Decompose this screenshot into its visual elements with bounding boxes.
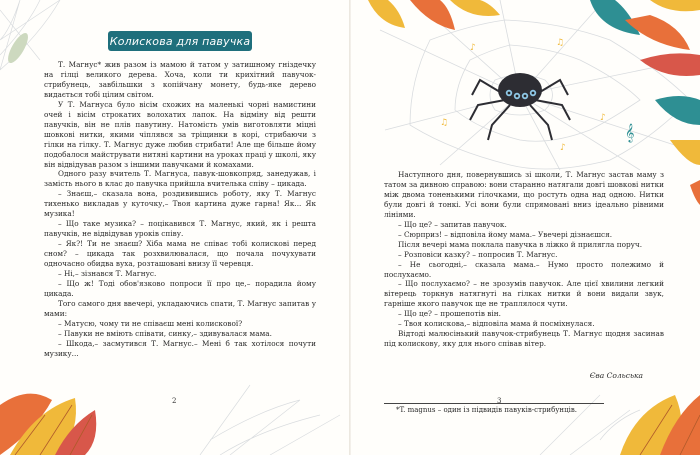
paragraph: – Що послухаємо? – не зрозумів павучок. Але цієї хвилини легкий вітерець торкнув натягнуті на гілках нитки й вони видали звук, гарніше якого павучок ще не траплялося чути. (384, 279, 664, 309)
paragraph: – Що таке музика? – поцікавився Т. Магнус, який, як і решта павучків, не відвідував уроків співу. (44, 219, 316, 239)
paragraph: – Розповіси казку? – попросив Т. Магнус. (398, 249, 558, 259)
svg-text:♫: ♫ (440, 118, 449, 128)
paragraph: Т. Магнус* жив разом із мамою й татом у затишному гніздечку на гілці великого дерева. Хоча, коли ти крихітний павучок-стрибунець, завбільшки з копійчану монету, будь-яке дерево видається тобі цілим світом. (44, 60, 316, 99)
paragraph: – Як?! Ти не знаєш? Хіба мама не співає тобі колискові перед сном? – цикада так розхвилювалася, що почала почухувати одночасно обидва вуха, розташовані внизу її черевця. (44, 239, 316, 269)
footnote: *T. magnus – один із підвидів павуків-стрибунців. (396, 406, 578, 414)
paragraph: Відтоді малюсінький павучок-стрибунець Т. Магнус щодня засинав під колискову, яку для нього співав вітер. (384, 329, 664, 349)
paragraph: У Т. Магнуса було вісім схожих на маленькі чорні намистини очей і вісім строкатих волохатих лапок. На відміну від решти павучків, він не плів павутину. Натомість умів виготовляти міцні шовкові нитки, якими чіплявся за тріщинки в корі, стрибаючи з гілки на гілку. Т. Магнус дуже любив стрибати! Але ще більше йому подобалося майструвати нитяні картини на уроках праці у школі, яку він відвідував разом з іншими павучками й комахами. (44, 99, 316, 169)
svg-text:♫: ♫ (556, 38, 565, 48)
page-number-left: 2 (172, 397, 177, 405)
paragraph: – Що це? – прошепотів він. (398, 309, 501, 319)
paragraph: – Павуки не вміють співати, синку,– здивувалася мама. (58, 328, 272, 338)
paragraph: – Знаєш,– сказала вона, роздивившись роботу, яку Т. Магнус тихенько викладав у куточку,– Твоя картина дуже гарна! Як... Як музика! (44, 189, 316, 219)
footnote-divider (384, 403, 604, 404)
paragraph: – Що ж! Тоді обов'язково попроси її про це,– порадила йому цикада. (44, 278, 316, 298)
paragraph: Того самого дня ввечері, укладаючись спати, Т. Магнус запитав у мами: (44, 298, 316, 318)
paragraph: – Твоя колискова,– відповіла мама й посміхнулася. (398, 319, 595, 329)
svg-text:♪: ♪ (600, 113, 606, 123)
paragraph: – Ні,– зізнався Т. Магнус. (58, 269, 157, 279)
paragraph: Після вечері мама поклала павучка в ліжко й прилягла поруч. (398, 239, 643, 249)
right-page (351, 0, 700, 455)
author-signature: Єва Сольська (589, 371, 643, 380)
paragraph: – Сюрприз! – відповіла йому мама.– Увечері дізнаєшся. (398, 229, 613, 239)
page-number-right: 3 (497, 397, 502, 405)
left-page (0, 0, 349, 455)
right-page-text (384, 170, 664, 349)
paragraph: Одного разу вчитель Т. Магнуса, павук-шовкопряд, занедужав, і замість нього в клас до павучка прийшла вчителька співу – цикада. (44, 169, 316, 189)
paragraph: – Не сьогодні,– сказала мама.– Нумо просто полежимо й послухаємо. (384, 259, 664, 279)
svg-text:♪: ♪ (470, 43, 476, 53)
paragraph: – Що це? – запитав павучок. (398, 219, 507, 229)
svg-text:𝄞: 𝄞 (625, 123, 635, 142)
paragraph: Наступного дня, повернувшись зі школи, Т. Магнус застав маму з татом за дивною справою: вони старанно натягали довгі шовкові нитки між двома тоненькими гілочками, що ростуть одна над одною. Нитки були довгі й тонкі. Усі вони були спрямовані вниз ідеально рівними лініями. (384, 170, 664, 219)
paragraph: – Шкода,– засмутився Т. Магнус.– Мені б так хотілося почути музику... (44, 338, 316, 358)
story-title: Колискова для павучка (108, 31, 252, 51)
svg-text:♪: ♪ (560, 143, 566, 153)
left-page-text (44, 60, 316, 359)
paragraph: – Матусю, чому ти не співаєш мені колискової? (58, 318, 243, 328)
